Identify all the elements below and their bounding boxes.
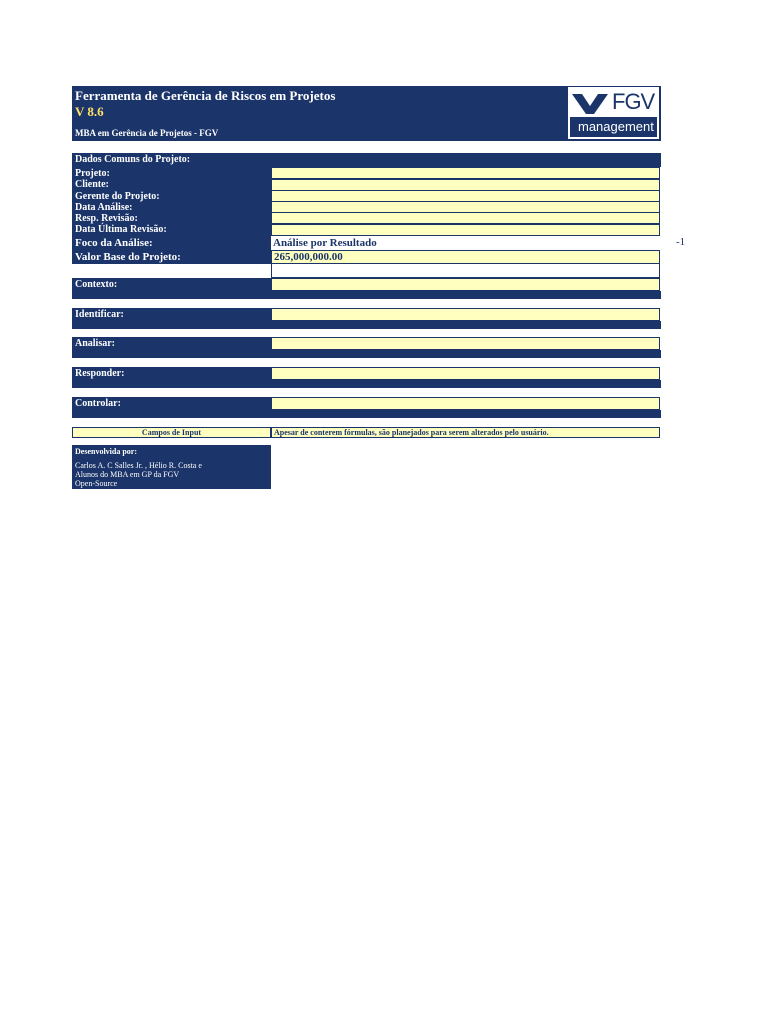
focus-label: Foco da Análise: — [75, 237, 153, 249]
section-identificar-label: Identificar: — [75, 309, 124, 320]
section-analisar-label: Analisar: — [75, 338, 115, 349]
section-identificar-bar — [72, 321, 661, 329]
fgv-logo — [568, 87, 659, 139]
fgv-logo-text: FGV — [612, 89, 655, 114]
credits-title: Desenvolvida por: — [75, 447, 137, 456]
section-controlar-input[interactable] — [271, 397, 660, 410]
base-value-input[interactable]: 265,000,000.00 — [271, 250, 660, 264]
field-label-projeto: Projeto: — [75, 168, 110, 179]
fgv-logo-bottom — [570, 117, 657, 137]
header-banner — [72, 86, 661, 141]
project-section-title: Dados Comuns do Projeto: — [75, 154, 191, 165]
base-value-label: Valor Base do Projeto: — [75, 251, 181, 263]
section-contexto-bar — [72, 291, 661, 299]
legend-note-cell — [271, 427, 660, 438]
version-label: V 8.6 — [75, 104, 104, 119]
section-contexto-input[interactable] — [271, 278, 660, 291]
credits-line-2: Alunos do MBA em GP da FGV — [75, 470, 180, 479]
section-identificar-label-cell — [72, 308, 271, 321]
credits-line-3: Open-Source — [75, 479, 118, 488]
fgv-logo-subtext: management — [578, 119, 654, 134]
section-identificar-input[interactable] — [271, 308, 660, 321]
subtitle: MBA em Gerência de Projetos - FGV — [75, 128, 219, 138]
section-analisar-bar — [72, 350, 661, 358]
credits-box — [72, 445, 271, 489]
section-controlar-label: Controlar: — [75, 398, 121, 409]
section-responder-input[interactable] — [271, 367, 660, 380]
focus-value[interactable]: Análise por Resultado — [273, 237, 377, 249]
legend-note: Apesar de conterem fórmulas, são planejados para serem alterados pelo usuário. — [274, 428, 549, 437]
side-value: -1 — [676, 236, 686, 248]
section-analisar-input[interactable] — [271, 337, 660, 350]
credits-line-1: Carlos A. C Salles Jr. , Hélio R. Costa e — [75, 461, 202, 470]
section-analisar-label-cell — [72, 337, 271, 350]
legend-input-sample — [72, 427, 271, 438]
field-label-data-analise: Data Análise: — [75, 202, 133, 213]
app-title: Ferramenta de Gerência de Riscos em Projetos — [75, 88, 336, 103]
field-label-cliente: Cliente: — [75, 179, 109, 190]
section-responder-label-cell — [72, 367, 271, 380]
section-contexto-label: Contexto: — [75, 279, 118, 290]
field-input-data-ultima-revisao[interactable] — [271, 224, 660, 236]
section-responder-bar — [72, 380, 661, 388]
context-spacer — [271, 264, 660, 278]
fgv-logo-top — [570, 89, 657, 117]
fgv-chevron-icon — [572, 92, 608, 114]
section-contexto-label-cell — [72, 278, 271, 291]
section-controlar-label-cell — [72, 397, 271, 410]
field-label-gerente: Gerente do Projeto: — [75, 191, 160, 202]
field-label-data-ultima-revisao: Data Última Revisão: — [75, 224, 167, 235]
section-responder-label: Responder: — [75, 368, 125, 379]
project-section-header — [72, 153, 661, 167]
section-controlar-bar — [72, 410, 661, 418]
field-input-resp-revisao[interactable] — [271, 212, 660, 224]
legend-input-label: Campos de Input — [141, 428, 202, 437]
field-input-projeto[interactable] — [271, 167, 660, 179]
field-label-resp-revisao: Resp. Revisão: — [75, 213, 138, 224]
